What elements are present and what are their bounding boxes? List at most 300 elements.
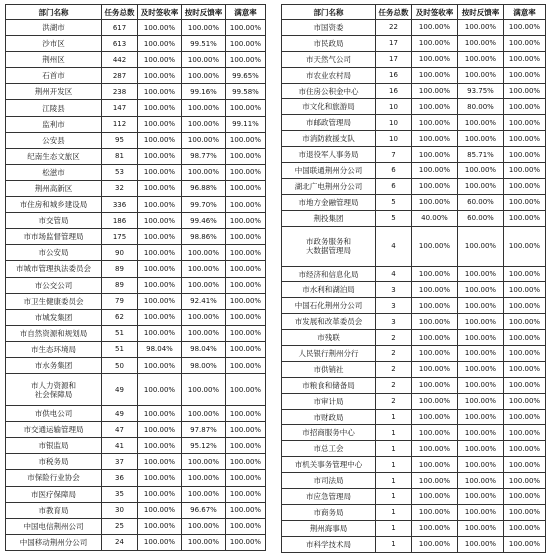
dept-cell: 市商务局 — [282, 504, 376, 520]
feedback-rate-cell: 100.00% — [458, 393, 504, 409]
feedback-rate-cell: 99.46% — [182, 213, 226, 229]
dept-cell: 中国联通荆州分公司 — [282, 163, 376, 179]
feedback-rate-cell: 100.00% — [182, 518, 226, 534]
dept-cell: 市退役军人事务局 — [282, 147, 376, 163]
sign-rate-cell: 100.00% — [138, 197, 182, 213]
satisfaction-cell: 100.00% — [226, 261, 266, 277]
total-cell: 79 — [102, 293, 138, 309]
satisfaction-cell: 99.65% — [226, 68, 266, 84]
satisfaction-cell: 100.00% — [504, 266, 546, 282]
feedback-rate-cell: 100.00% — [458, 361, 504, 377]
satisfaction-cell: 100.00% — [504, 489, 546, 505]
feedback-rate-cell: 80.00% — [458, 99, 504, 115]
table-row — [6, 100, 266, 116]
total-cell: 6 — [376, 163, 412, 179]
header-satisfaction: 满意率 — [504, 5, 546, 20]
dept-cell: 中国电信荆州公司 — [6, 518, 102, 534]
dept-cell: 市生态环境局 — [6, 341, 102, 357]
feedback-rate-cell: 100.00% — [182, 261, 226, 277]
sign-rate-cell: 100.00% — [138, 406, 182, 422]
dept-cell: 市财政局 — [282, 409, 376, 425]
table-row — [6, 406, 266, 422]
table-row — [282, 441, 546, 457]
table-row — [6, 245, 266, 261]
table-row — [6, 534, 266, 550]
sign-rate-cell: 100.00% — [138, 502, 182, 518]
total-cell: 5 — [376, 210, 412, 226]
dept-cell: 湖北广电荆州分公司 — [282, 178, 376, 194]
right-table — [281, 4, 546, 553]
satisfaction-cell: 100.00% — [226, 293, 266, 309]
table-row — [282, 346, 546, 362]
sign-rate-cell: 100.00% — [412, 147, 458, 163]
dept-cell: 监利市 — [6, 116, 102, 132]
dept-cell: 市自然资源和规划局 — [6, 325, 102, 341]
satisfaction-cell: 100.00% — [504, 115, 546, 131]
dept-cell: 荆州海事局 — [282, 520, 376, 536]
total-cell: 238 — [102, 84, 138, 100]
dept-cell: 市城发集团 — [6, 309, 102, 325]
satisfaction-cell: 100.00% — [226, 374, 266, 406]
feedback-rate-cell: 100.00% — [458, 473, 504, 489]
sign-rate-cell: 100.00% — [138, 20, 182, 36]
feedback-rate-cell: 100.00% — [182, 52, 226, 68]
sign-rate-cell: 100.00% — [412, 298, 458, 314]
sign-rate-cell: 100.00% — [138, 36, 182, 52]
feedback-rate-cell: 99.70% — [182, 197, 226, 213]
table-row — [282, 282, 546, 298]
satisfaction-cell: 100.00% — [504, 504, 546, 520]
table-row — [6, 180, 266, 196]
header-total: 任务总数 — [102, 5, 138, 20]
total-cell: 287 — [102, 68, 138, 84]
sign-rate-cell: 100.00% — [138, 374, 182, 406]
satisfaction-cell: 100.00% — [504, 163, 546, 179]
satisfaction-cell: 100.00% — [504, 409, 546, 425]
total-cell: 36 — [102, 470, 138, 486]
satisfaction-cell: 100.00% — [226, 277, 266, 293]
satisfaction-cell: 100.00% — [226, 213, 266, 229]
sign-rate-cell: 100.00% — [412, 361, 458, 377]
satisfaction-cell: 100.00% — [504, 35, 546, 51]
feedback-rate-cell: 100.00% — [458, 266, 504, 282]
satisfaction-cell: 100.00% — [504, 346, 546, 362]
total-cell: 3 — [376, 298, 412, 314]
feedback-rate-cell: 100.00% — [458, 489, 504, 505]
sign-rate-cell: 100.00% — [412, 409, 458, 425]
feedback-rate-cell: 60.00% — [458, 194, 504, 210]
feedback-rate-cell: 100.00% — [182, 20, 226, 36]
total-cell: 186 — [102, 213, 138, 229]
sign-rate-cell: 100.00% — [412, 282, 458, 298]
feedback-rate-cell: 100.00% — [458, 35, 504, 51]
sign-rate-cell: 100.00% — [412, 83, 458, 99]
sign-rate-cell: 100.00% — [412, 131, 458, 147]
dept-cell: 市残联 — [282, 330, 376, 346]
feedback-rate-cell: 100.00% — [458, 20, 504, 36]
satisfaction-cell: 100.00% — [226, 422, 266, 438]
sign-rate-cell: 100.00% — [138, 116, 182, 132]
total-cell: 16 — [376, 67, 412, 83]
dept-cell: 市粮食和储备局 — [282, 377, 376, 393]
sign-rate-cell: 100.00% — [138, 180, 182, 196]
satisfaction-cell: 100.00% — [504, 194, 546, 210]
sign-rate-cell: 100.00% — [138, 229, 182, 245]
dept-cell: 松滋市 — [6, 164, 102, 180]
sign-rate-cell: 100.00% — [412, 330, 458, 346]
satisfaction-cell: 100.00% — [504, 210, 546, 226]
feedback-rate-cell: 100.00% — [458, 330, 504, 346]
table-row — [282, 298, 546, 314]
satisfaction-cell: 100.00% — [504, 441, 546, 457]
satisfaction-cell: 100.00% — [504, 393, 546, 409]
total-cell: 62 — [102, 309, 138, 325]
total-cell: 90 — [102, 245, 138, 261]
table-row — [6, 470, 266, 486]
satisfaction-cell: 100.00% — [504, 282, 546, 298]
table-row — [282, 361, 546, 377]
dept-cell: 市科学技术局 — [282, 536, 376, 552]
total-cell: 49 — [102, 374, 138, 406]
sign-rate-cell: 100.00% — [412, 314, 458, 330]
total-cell: 89 — [102, 277, 138, 293]
table-row — [6, 422, 266, 438]
feedback-rate-cell: 100.00% — [182, 406, 226, 422]
table-row — [282, 425, 546, 441]
table-row — [6, 293, 266, 309]
satisfaction-cell: 100.00% — [226, 197, 266, 213]
table-row — [6, 325, 266, 341]
satisfaction-cell: 100.00% — [504, 51, 546, 67]
table-row — [282, 83, 546, 99]
table-row — [282, 131, 546, 147]
satisfaction-cell: 100.00% — [226, 148, 266, 164]
sign-rate-cell: 100.00% — [138, 486, 182, 502]
satisfaction-cell: 99.11% — [226, 116, 266, 132]
sign-rate-cell: 100.00% — [412, 178, 458, 194]
header-total: 任务总数 — [376, 5, 412, 20]
satisfaction-cell: 100.00% — [504, 178, 546, 194]
feedback-rate-cell: 100.00% — [182, 164, 226, 180]
dept-cell: 中国移动荆州分公司 — [6, 534, 102, 550]
total-cell: 30 — [102, 502, 138, 518]
total-cell: 1 — [376, 504, 412, 520]
dept-cell: 市市场监督管理局 — [6, 229, 102, 245]
dept-cell: 市水务集团 — [6, 357, 102, 373]
total-cell: 112 — [102, 116, 138, 132]
satisfaction-cell: 100.00% — [226, 341, 266, 357]
dept-cell: 洪湖市 — [6, 20, 102, 36]
dept-cell: 市保险行业协会 — [6, 470, 102, 486]
dept-cell: 石首市 — [6, 68, 102, 84]
sign-rate-cell: 100.00% — [138, 325, 182, 341]
table-row — [282, 210, 546, 226]
total-cell: 1 — [376, 473, 412, 489]
total-cell: 7 — [376, 147, 412, 163]
dept-cell: 市农业农村局 — [282, 67, 376, 83]
satisfaction-cell: 100.00% — [226, 534, 266, 550]
feedback-rate-cell: 100.00% — [182, 374, 226, 406]
feedback-rate-cell: 100.00% — [458, 314, 504, 330]
total-cell: 41 — [102, 438, 138, 454]
table-row — [282, 266, 546, 282]
sign-rate-cell: 100.00% — [138, 454, 182, 470]
dept-cell: 沙市区 — [6, 36, 102, 52]
total-cell: 2 — [376, 377, 412, 393]
satisfaction-cell: 100.00% — [504, 20, 546, 36]
dept-cell: 市司法局 — [282, 473, 376, 489]
satisfaction-cell: 100.00% — [226, 486, 266, 502]
total-cell: 2 — [376, 361, 412, 377]
dept-cell: 市国资委 — [282, 20, 376, 36]
dept-cell: 市人力资源和 社会保障局 — [6, 374, 102, 406]
table-row — [282, 226, 546, 266]
total-cell: 613 — [102, 36, 138, 52]
total-cell: 24 — [102, 534, 138, 550]
feedback-rate-cell: 100.00% — [458, 520, 504, 536]
sign-rate-cell: 100.00% — [138, 213, 182, 229]
sign-rate-cell: 100.00% — [138, 422, 182, 438]
header-feedback-rate: 按时反馈率 — [182, 5, 226, 20]
satisfaction-cell: 100.00% — [226, 100, 266, 116]
total-cell: 1 — [376, 520, 412, 536]
total-cell: 17 — [376, 51, 412, 67]
sign-rate-cell: 98.04% — [138, 341, 182, 357]
sign-rate-cell: 100.00% — [138, 52, 182, 68]
feedback-rate-cell: 100.00% — [182, 68, 226, 84]
sign-rate-cell: 100.00% — [138, 84, 182, 100]
dept-cell: 市机关事务管理中心 — [282, 457, 376, 473]
total-cell: 6 — [376, 178, 412, 194]
feedback-rate-cell: 100.00% — [182, 277, 226, 293]
table-row — [282, 489, 546, 505]
dept-cell: 市天然气公司 — [282, 51, 376, 67]
satisfaction-cell: 100.00% — [226, 406, 266, 422]
feedback-rate-cell: 100.00% — [182, 132, 226, 148]
total-cell: 17 — [376, 35, 412, 51]
total-cell: 37 — [102, 454, 138, 470]
dept-cell: 市民政局 — [282, 35, 376, 51]
table-row — [282, 163, 546, 179]
table-row — [282, 20, 546, 36]
total-cell: 1 — [376, 409, 412, 425]
header-row — [6, 5, 266, 20]
table-row — [6, 374, 266, 406]
feedback-rate-cell: 96.67% — [182, 502, 226, 518]
feedback-rate-cell: 100.00% — [458, 377, 504, 393]
satisfaction-cell: 100.00% — [504, 536, 546, 552]
total-cell: 89 — [102, 261, 138, 277]
table-row — [6, 261, 266, 277]
satisfaction-cell: 100.00% — [226, 518, 266, 534]
feedback-rate-cell: 100.00% — [458, 409, 504, 425]
dept-cell: 市总工会 — [282, 441, 376, 457]
feedback-rate-cell: 100.00% — [458, 51, 504, 67]
dept-cell: 荆州高新区 — [6, 180, 102, 196]
feedback-rate-cell: 100.00% — [458, 282, 504, 298]
sign-rate-cell: 100.00% — [412, 115, 458, 131]
sign-rate-cell: 100.00% — [138, 518, 182, 534]
dept-cell: 市应急管理局 — [282, 489, 376, 505]
table-row — [6, 116, 266, 132]
table-row — [282, 520, 546, 536]
feedback-rate-cell: 99.16% — [182, 84, 226, 100]
dept-cell: 市公安局 — [6, 245, 102, 261]
total-cell: 49 — [102, 406, 138, 422]
total-cell: 47 — [102, 422, 138, 438]
dept-cell: 市城市管理执法委员会 — [6, 261, 102, 277]
dept-cell: 荆州区 — [6, 52, 102, 68]
table-row — [6, 486, 266, 502]
table-row — [282, 457, 546, 473]
feedback-rate-cell: 100.00% — [458, 115, 504, 131]
sign-rate-cell: 40.00% — [412, 210, 458, 226]
table-row — [6, 148, 266, 164]
feedback-rate-cell: 100.00% — [458, 163, 504, 179]
feedback-rate-cell: 100.00% — [458, 536, 504, 552]
sign-rate-cell: 100.00% — [412, 473, 458, 489]
total-cell: 81 — [102, 148, 138, 164]
table-row — [282, 330, 546, 346]
total-cell: 51 — [102, 341, 138, 357]
dept-cell: 市政务服务和 大数据管理局 — [282, 226, 376, 266]
sign-rate-cell: 100.00% — [138, 293, 182, 309]
sign-rate-cell: 100.00% — [138, 470, 182, 486]
satisfaction-cell: 100.00% — [226, 245, 266, 261]
table-row — [282, 178, 546, 194]
table-row — [6, 502, 266, 518]
feedback-rate-cell: 100.00% — [182, 245, 226, 261]
total-cell: 147 — [102, 100, 138, 116]
sign-rate-cell: 100.00% — [138, 68, 182, 84]
dept-cell: 市文化和旅游局 — [282, 99, 376, 115]
dept-cell: 纪南生态文旅区 — [6, 148, 102, 164]
total-cell: 3 — [376, 314, 412, 330]
dept-cell: 市交管局 — [6, 213, 102, 229]
total-cell: 1 — [376, 441, 412, 457]
satisfaction-cell: 99.58% — [226, 84, 266, 100]
total-cell: 53 — [102, 164, 138, 180]
satisfaction-cell: 100.00% — [504, 226, 546, 266]
dept-cell: 荆州开发区 — [6, 84, 102, 100]
feedback-rate-cell: 100.00% — [458, 425, 504, 441]
feedback-rate-cell: 93.75% — [458, 83, 504, 99]
total-cell: 1 — [376, 489, 412, 505]
sign-rate-cell: 100.00% — [412, 35, 458, 51]
feedback-rate-cell: 100.00% — [182, 534, 226, 550]
satisfaction-cell: 100.00% — [226, 325, 266, 341]
table-row — [6, 164, 266, 180]
feedback-rate-cell: 98.77% — [182, 148, 226, 164]
satisfaction-cell: 100.00% — [504, 473, 546, 489]
dept-cell: 市经济和信息化局 — [282, 266, 376, 282]
sign-rate-cell: 100.00% — [138, 164, 182, 180]
total-cell: 617 — [102, 20, 138, 36]
sign-rate-cell: 100.00% — [412, 163, 458, 179]
feedback-rate-cell: 92.41% — [182, 293, 226, 309]
sign-rate-cell: 100.00% — [412, 393, 458, 409]
dept-cell: 市招商服务中心 — [282, 425, 376, 441]
feedback-rate-cell: 100.00% — [458, 178, 504, 194]
dept-cell: 荆投集团 — [282, 210, 376, 226]
satisfaction-cell: 100.00% — [226, 20, 266, 36]
satisfaction-cell: 100.00% — [226, 36, 266, 52]
feedback-rate-cell: 98.00% — [182, 357, 226, 373]
dept-cell: 中国石化荆州分公司 — [282, 298, 376, 314]
dept-cell: 市卫生健康委员会 — [6, 293, 102, 309]
total-cell: 175 — [102, 229, 138, 245]
table-row — [6, 84, 266, 100]
satisfaction-cell: 100.00% — [504, 457, 546, 473]
satisfaction-cell: 100.00% — [504, 131, 546, 147]
satisfaction-cell: 100.00% — [504, 314, 546, 330]
dept-cell: 市教育局 — [6, 502, 102, 518]
left-table — [5, 4, 266, 551]
total-cell: 25 — [102, 518, 138, 534]
feedback-rate-cell: 60.00% — [458, 210, 504, 226]
dept-cell: 市水利和湖泊局 — [282, 282, 376, 298]
total-cell: 336 — [102, 197, 138, 213]
total-cell: 1 — [376, 536, 412, 552]
satisfaction-cell: 100.00% — [226, 438, 266, 454]
sign-rate-cell: 100.00% — [138, 438, 182, 454]
satisfaction-cell: 100.00% — [226, 132, 266, 148]
sign-rate-cell: 100.00% — [412, 504, 458, 520]
dept-cell: 市医疗保障局 — [6, 486, 102, 502]
satisfaction-cell: 100.00% — [504, 330, 546, 346]
sign-rate-cell: 100.00% — [412, 226, 458, 266]
total-cell: 95 — [102, 132, 138, 148]
table-row — [282, 147, 546, 163]
satisfaction-cell: 100.00% — [504, 298, 546, 314]
total-cell: 2 — [376, 330, 412, 346]
satisfaction-cell: 100.00% — [226, 357, 266, 373]
table-row — [282, 99, 546, 115]
table-row — [6, 341, 266, 357]
satisfaction-cell: 100.00% — [226, 470, 266, 486]
feedback-rate-cell: 100.00% — [182, 116, 226, 132]
total-cell: 50 — [102, 357, 138, 373]
total-cell: 10 — [376, 131, 412, 147]
sign-rate-cell: 100.00% — [138, 132, 182, 148]
satisfaction-cell: 100.00% — [226, 180, 266, 196]
total-cell: 2 — [376, 393, 412, 409]
sign-rate-cell: 100.00% — [138, 148, 182, 164]
satisfaction-cell: 100.00% — [504, 67, 546, 83]
sign-rate-cell: 100.00% — [412, 441, 458, 457]
sign-rate-cell: 100.00% — [412, 520, 458, 536]
feedback-rate-cell: 100.00% — [182, 325, 226, 341]
dept-cell: 公安县 — [6, 132, 102, 148]
sign-rate-cell: 100.00% — [412, 266, 458, 282]
table-row — [282, 393, 546, 409]
satisfaction-cell: 100.00% — [226, 454, 266, 470]
dept-cell: 市消防救援支队 — [282, 131, 376, 147]
satisfaction-cell: 100.00% — [504, 147, 546, 163]
feedback-rate-cell: 100.00% — [182, 309, 226, 325]
satisfaction-cell: 100.00% — [504, 425, 546, 441]
sign-rate-cell: 100.00% — [138, 245, 182, 261]
table-row — [282, 314, 546, 330]
satisfaction-cell: 100.00% — [504, 99, 546, 115]
dept-cell: 市邮政管理局 — [282, 115, 376, 131]
total-cell: 3 — [376, 282, 412, 298]
feedback-rate-cell: 98.86% — [182, 229, 226, 245]
satisfaction-cell: 100.00% — [226, 309, 266, 325]
table-row — [6, 229, 266, 245]
table-row — [6, 36, 266, 52]
table-row — [282, 377, 546, 393]
